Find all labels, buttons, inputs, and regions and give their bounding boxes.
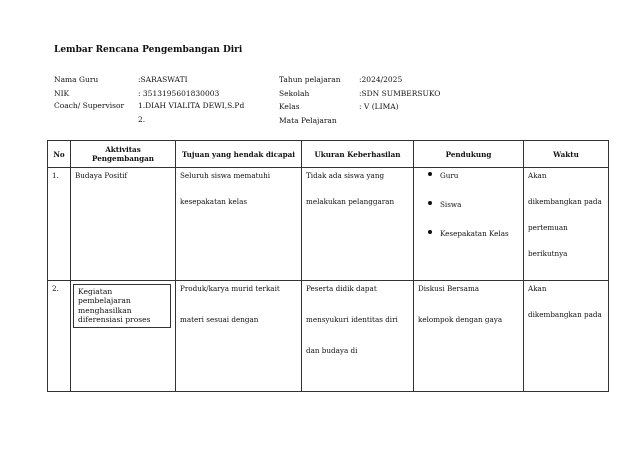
row1-tujuan-line-1: Seluruh siswa mematuhi bbox=[180, 171, 271, 180]
row2-aktivitas-line-2: menghasilkan bbox=[78, 305, 132, 315]
list-item bbox=[428, 171, 519, 180]
row1-pendukung bbox=[414, 168, 524, 281]
header-no: No bbox=[48, 141, 71, 168]
bullet-icon bbox=[428, 201, 432, 205]
header-tujuan: Tujuan yang hendak dicapai bbox=[176, 141, 302, 168]
row1-waktu-line-1: Akan bbox=[528, 171, 547, 180]
row1-ukuran bbox=[302, 168, 414, 281]
header-pendukung: Pendukung bbox=[414, 141, 524, 168]
header-ukuran: Ukuran Keberhasilan bbox=[302, 141, 414, 168]
row2-ukuran-line-2: mensyukuri identitas diri bbox=[306, 315, 398, 324]
info-label-coach: Coach/ Supervisor bbox=[54, 101, 125, 110]
row1-pendukung-item-1: Guru bbox=[440, 171, 459, 180]
row2-pendukung bbox=[414, 281, 524, 392]
info-label-nik: NIK bbox=[54, 89, 70, 98]
info-value-nik: : 3513195601830003 bbox=[138, 89, 220, 98]
row1-pendukung-item-2: Siswa bbox=[440, 200, 462, 209]
row2-pendukung-line-2: kelompok dengan gaya bbox=[418, 315, 503, 324]
row1-waktu bbox=[524, 168, 609, 281]
info-value-coach-1: 1.DIAH VIALITA DEWI,S.Pd bbox=[138, 101, 245, 110]
row1-tujuan-line-2: kesepakatan kelas bbox=[180, 197, 248, 206]
row2-aktivitas-line-3: diferensiasi proses bbox=[78, 315, 151, 325]
bullet-icon bbox=[428, 172, 432, 176]
row2-waktu-line-2: dikembangkan pada bbox=[528, 310, 602, 319]
row1-aktivitas-text: Budaya Positif bbox=[75, 171, 128, 180]
row1-ukuran-line-2: melakukan pelanggaran bbox=[306, 197, 395, 206]
row2-no: 2. bbox=[48, 281, 71, 392]
row1-pendukung-item-3: Kesepakatan Kelas bbox=[440, 229, 509, 238]
row1-ukuran-line-1: Tidak ada siswa yang bbox=[306, 171, 385, 180]
row2-tujuan bbox=[176, 281, 302, 392]
row1-pendukung-list bbox=[418, 171, 519, 238]
row2-waktu bbox=[524, 281, 609, 392]
row2-ukuran-line-3: dan budaya di bbox=[306, 346, 358, 355]
row2-waktu-line-1: Akan bbox=[528, 284, 547, 293]
row2-aktivitas-box bbox=[73, 284, 171, 328]
table-row bbox=[48, 281, 609, 392]
development-plan-table bbox=[47, 140, 609, 392]
row2-tujuan-line-2: materi sesuai dengan bbox=[180, 315, 259, 324]
row1-no: 1. bbox=[48, 168, 71, 281]
row1-tujuan bbox=[176, 168, 302, 281]
row1-waktu-line-3: pertemuan bbox=[528, 223, 568, 232]
table-row bbox=[48, 168, 609, 281]
row1-waktu-line-4: berikutnya bbox=[528, 249, 568, 258]
info-value-sekolah: :SDN SUMBERSUKO bbox=[359, 89, 441, 98]
document-title: Lembar Rencana Pengembangan Diri bbox=[54, 45, 243, 55]
info-label-mata-pelajaran: Mata Pelajaran bbox=[279, 116, 337, 125]
row2-ukuran bbox=[302, 281, 414, 392]
info-value-kelas: : V (LIMA) bbox=[359, 102, 399, 111]
list-item bbox=[428, 229, 519, 238]
table-header-row bbox=[48, 141, 609, 168]
row1-aktivitas bbox=[71, 168, 176, 281]
row2-ukuran-line-1: Peserta didik dapat bbox=[306, 284, 377, 293]
header-waktu: Waktu bbox=[524, 141, 609, 168]
header-aktivitas: Aktivitas Pengembangan bbox=[71, 141, 176, 168]
info-label-tahun-pelajaran: Tahun pelajaran bbox=[279, 75, 341, 84]
row2-pendukung-line-1: Diskusi Bersama bbox=[418, 284, 480, 293]
info-label-nama-guru: Nama Guru bbox=[54, 75, 99, 84]
list-item bbox=[428, 200, 519, 209]
info-value-nama-guru: :SARASWATI bbox=[138, 75, 188, 84]
info-label-sekolah: Sekolah bbox=[279, 89, 310, 98]
info-value-coach-2: 2. bbox=[138, 115, 146, 124]
info-label-kelas: Kelas bbox=[279, 102, 300, 111]
row2-tujuan-line-1: Produk/karya murid terkait bbox=[180, 284, 280, 293]
row2-aktivitas-line-1: Kegiatan pembelajaran bbox=[78, 287, 131, 306]
bullet-icon bbox=[428, 230, 432, 234]
info-value-tahun-pelajaran: :2024/2025 bbox=[359, 75, 403, 84]
row2-aktivitas bbox=[71, 281, 176, 392]
row1-waktu-line-2: dikembangkan pada bbox=[528, 197, 602, 206]
